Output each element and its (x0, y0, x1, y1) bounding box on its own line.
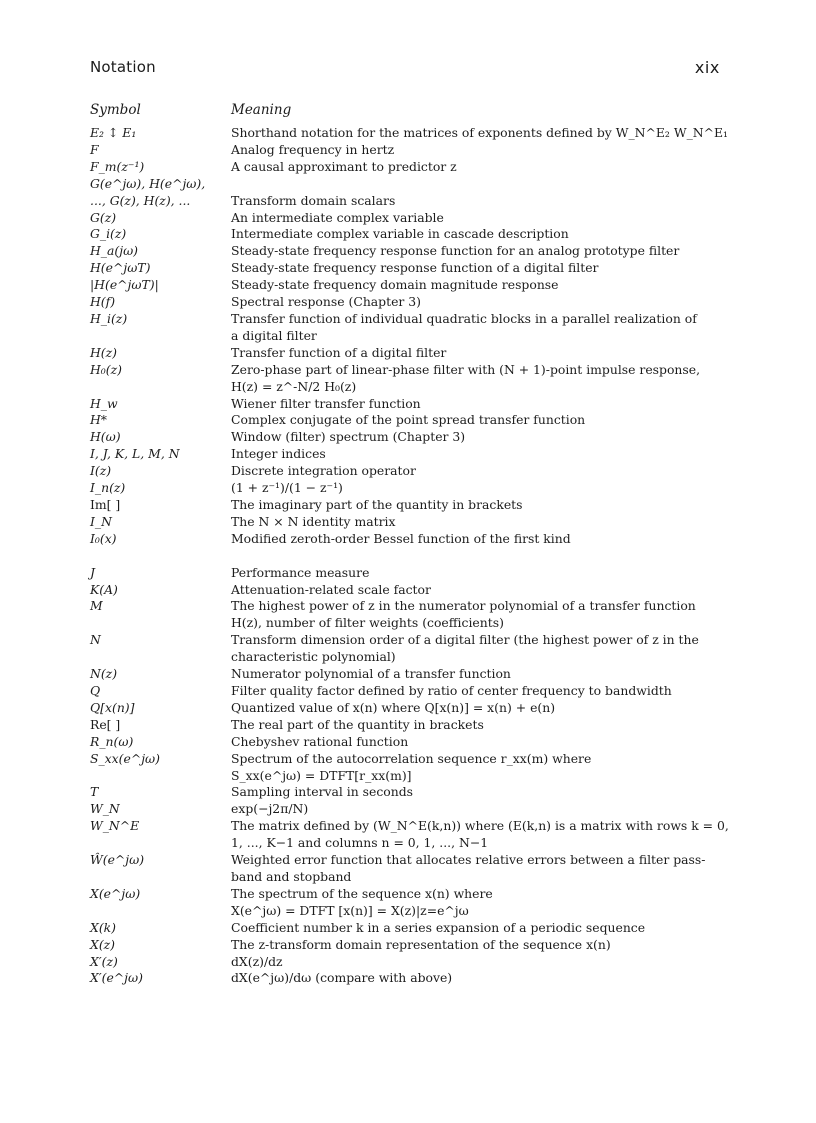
notation-row (90, 852, 720, 886)
meaning-line: Transfer function of a digital filter (231, 344, 447, 360)
meaning-line: dX(z)/dz (231, 953, 283, 969)
meaning-cell (231, 412, 720, 429)
meaning-cell (231, 480, 720, 497)
meaning-cell (231, 277, 720, 294)
meaning-cell (231, 784, 720, 801)
meaning-cell (231, 210, 720, 227)
meaning-line: Window (filter) spectrum (Chapter 3) (231, 429, 466, 445)
symbol-cell: X(z) (90, 936, 116, 952)
notation-row (90, 734, 720, 751)
symbol-cell: Q (90, 683, 101, 698)
meaning-line: Coefficient number k in a series expansion of a periodic sequence (231, 919, 646, 935)
meaning-line (231, 176, 720, 193)
meaning-cell (231, 125, 728, 142)
meaning-cell (231, 142, 720, 159)
notation-row (90, 193, 720, 210)
meaning-line: Discrete integration operator (231, 463, 416, 479)
symbol-column-heading: Symbol (90, 102, 141, 118)
meaning-cell (231, 632, 720, 666)
meaning-cell (231, 683, 720, 700)
symbol-cell: R_n(ω) (90, 733, 134, 749)
symbol-cell: H(ω) (90, 429, 121, 445)
symbol-cell: K(A) (90, 581, 118, 597)
meaning-line: Attenuation-related scale factor (231, 581, 431, 597)
symbol-cell: X′(z) (90, 953, 118, 969)
meaning-cell (231, 497, 720, 514)
meaning-line: The spectrum of the sequence x(n) where (231, 885, 493, 901)
notation-row (90, 412, 720, 429)
meaning-line: a digital filter (231, 327, 317, 343)
meaning-line: (1 + z⁻¹)/(1 − z⁻¹) (231, 480, 343, 496)
symbol-cell: G_i(z) (90, 226, 127, 242)
symbol-cell: H(e^jωT) (90, 260, 151, 276)
symbol-cell: F_m(z⁻¹) (90, 158, 145, 174)
meaning-column-heading: Meaning (231, 102, 292, 118)
meaning-cell (231, 429, 720, 446)
meaning-line: Analog frequency in hertz (231, 141, 395, 157)
meaning-line: characteristic polynomial) (231, 649, 396, 665)
meaning-cell (231, 818, 729, 852)
meaning-cell (231, 260, 720, 277)
notation-row (90, 784, 720, 801)
notation-row (90, 226, 720, 243)
meaning-cell (231, 362, 720, 396)
meaning-line: Spectral response (Chapter 3) (231, 294, 422, 310)
symbol-cell: |H(e^jωT)| (90, 277, 159, 293)
meaning-cell (231, 294, 720, 311)
symbol-cell: H(z) (90, 344, 118, 360)
meaning-line: Zero-phase part of linear-phase filter with (N + 1)-point impulse response, (231, 361, 701, 377)
meaning-cell (231, 582, 720, 599)
notation-row (90, 920, 720, 937)
meaning-cell (231, 311, 720, 345)
meaning-cell (231, 159, 720, 176)
symbol-cell: H₀(z) (90, 361, 122, 377)
meaning-cell (231, 514, 720, 531)
meaning-line: Transform domain scalars (231, 192, 396, 208)
meaning-cell (231, 226, 720, 243)
symbol-cell: H_a(jω) (90, 243, 139, 259)
meaning-line: The real part of the quantity in brackets (231, 716, 484, 732)
notation-row (90, 970, 720, 987)
meaning-line: A causal approximant to predictor z (231, 158, 457, 174)
meaning-line: Steady-state frequency response function for an analog prototype filter (231, 243, 680, 259)
meaning-line: Numerator polynomial of a transfer function (231, 666, 511, 682)
notation-row (90, 700, 720, 717)
meaning-cell (231, 852, 720, 886)
meaning-line: Chebyshev rational function (231, 733, 409, 749)
notation-row (90, 531, 720, 548)
symbol-cell: H(f) (90, 294, 116, 310)
symbol-cell: H_i(z) (90, 310, 128, 326)
notation-row (90, 277, 720, 294)
symbol-cell: I₀(x) (90, 530, 117, 546)
meaning-line: Transform dimension order of a digital filter (the highest power of z in the (231, 632, 699, 648)
meaning-cell (231, 463, 720, 480)
meaning-line: H(z), number of filter weights (coefficients) (231, 615, 504, 631)
symbol-cell: I_N (90, 513, 112, 529)
notation-row (90, 801, 720, 818)
notation-row (90, 210, 720, 227)
meaning-cell (231, 193, 720, 210)
notation-row (90, 683, 720, 700)
notation-row (90, 818, 729, 852)
notation-row (90, 717, 720, 734)
notation-row (90, 480, 720, 497)
meaning-cell (231, 801, 720, 818)
notation-row (90, 632, 720, 666)
meaning-cell (231, 717, 720, 734)
notation-row (90, 598, 720, 632)
meaning-line: Performance measure (231, 564, 370, 580)
symbol-cell: I(z) (90, 463, 112, 479)
meaning-cell (231, 345, 720, 362)
symbol-cell: ..., G(z), H(z), ... (90, 192, 191, 208)
meaning-cell (231, 243, 720, 260)
notation-row (90, 582, 720, 599)
meaning-line: Filter quality factor defined by ratio of center frequency to bandwidth (231, 683, 672, 698)
notation-table (90, 125, 729, 987)
symbol-cell: N (90, 632, 101, 648)
symbol-cell: Q[x(n)] (90, 699, 135, 715)
meaning-line: Spectrum of the autocorrelation sequence r_xx(m) where (231, 750, 592, 766)
meaning-line: exp(−j2π/N) (231, 801, 309, 817)
symbol-cell: Re[ ] (90, 716, 121, 732)
symbol-cell: Im[ ] (90, 496, 121, 512)
meaning-line: Complex conjugate of the point spread transfer function (231, 412, 586, 428)
meaning-line: Intermediate complex variable in cascade description (231, 226, 569, 242)
notation-row (90, 125, 729, 142)
meaning-line: The imaginary part of the quantity in brackets (231, 496, 523, 512)
meaning-line: Weighted error function that allocates relative errors between a filter pass- (231, 852, 706, 868)
meaning-line: An intermediate complex variable (231, 209, 444, 225)
meaning-cell (231, 598, 720, 632)
meaning-cell (231, 734, 720, 751)
meaning-line: The matrix defined by (W_N^E(k,n)) where (E(k,n) is a matrix with rows k = 0, (231, 818, 729, 834)
meaning-line: H(z) = z^-N/2 H₀(z) (231, 378, 357, 394)
symbol-cell: I_n(z) (90, 480, 126, 496)
meaning-line: S_xx(e^jω) = DTFT[r_xx(m)] (231, 767, 412, 783)
symbol-cell: X(e^jω) (90, 885, 141, 901)
meaning-line: Steady-state frequency domain magnitude response (231, 277, 559, 293)
meaning-line: The z-transform domain representation of the sequence x(n) (231, 936, 611, 952)
meaning-cell (231, 565, 720, 582)
meaning-line: Shorthand notation for the matrices of exponents defined by W_N^E₂ W_N^E₁ (231, 125, 729, 140)
symbol-cell: W_N^E (90, 818, 140, 834)
notation-row (90, 260, 720, 277)
notation-row (90, 311, 720, 345)
notation-row (90, 463, 720, 480)
meaning-line: Modified zeroth-order Bessel function of the first kind (231, 530, 571, 546)
symbol-cell: M (90, 598, 103, 614)
meaning-line: The highest power of z in the numerator polynomial of a transfer function (231, 598, 696, 614)
notation-row (90, 666, 720, 683)
meaning-line: The N × N identity matrix (231, 513, 396, 529)
page-header (90, 58, 720, 82)
meaning-cell (231, 396, 720, 413)
meaning-line: dX(e^jω)/dω (compare with above) (231, 970, 453, 986)
symbol-cell: N(z) (90, 666, 118, 682)
notation-row (90, 362, 720, 396)
page-number: xix (694, 58, 720, 77)
symbol-cell: F (90, 141, 99, 157)
symbol-cell: T (90, 784, 99, 800)
symbol-cell: S_xx(e^jω) (90, 750, 160, 766)
notation-row (90, 396, 720, 413)
notation-row (90, 954, 720, 971)
notation-row (90, 514, 720, 531)
meaning-cell (231, 920, 720, 937)
symbol-cell: X(k) (90, 919, 116, 935)
meaning-line: X(e^jω) = DTFT [x(n)] = X(z)|z=e^jω (231, 902, 469, 918)
notation-row (90, 751, 720, 785)
notation-row (90, 345, 720, 362)
notation-row (90, 565, 720, 582)
symbol-cell: G(z) (90, 209, 117, 225)
meaning-cell (231, 970, 720, 987)
symbol-cell: H_w (90, 395, 118, 411)
meaning-cell (231, 531, 720, 548)
symbol-cell: X′(e^jω) (90, 970, 143, 986)
symbol-cell: I, J, K, L, M, N (90, 446, 180, 462)
symbol-cell: J (90, 564, 95, 580)
meaning-cell (231, 954, 720, 971)
symbol-cell: G(e^jω), H(e^jω), (90, 175, 206, 191)
symbol-cell: H* (90, 412, 108, 428)
notation-row (90, 937, 720, 954)
meaning-line: Steady-state frequency response function of a digital filter (231, 260, 599, 276)
notation-row (90, 446, 720, 463)
symbol-cell: Ŵ(e^jω) (90, 852, 145, 868)
meaning-line: Wiener filter transfer function (231, 395, 421, 411)
notation-row (90, 243, 720, 260)
meaning-cell (231, 446, 720, 463)
notation-row (90, 429, 720, 446)
meaning-line: band and stopband (231, 868, 352, 884)
meaning-cell (231, 700, 720, 717)
meaning-line: Transfer function of individual quadratic blocks in a parallel realization of (231, 310, 697, 326)
meaning-line: Sampling interval in seconds (231, 784, 414, 800)
symbol-cell: W_N (90, 801, 120, 817)
meaning-cell (231, 176, 720, 193)
symbol-cell: E₂ ↕ E₁ (90, 125, 137, 140)
notation-row (90, 886, 720, 920)
meaning-cell (231, 937, 720, 954)
meaning-line: Quantized value of x(n) where Q[x(n)] = x(n) + e(n) (231, 699, 556, 715)
meaning-cell (231, 886, 720, 920)
meaning-cell (231, 751, 720, 785)
meaning-cell (231, 666, 720, 683)
meaning-line: Integer indices (231, 446, 326, 462)
notation-row (90, 294, 720, 311)
meaning-line: 1, ..., K−1 and columns n = 0, 1, ..., N−1 (231, 835, 489, 851)
notation-row (90, 176, 720, 193)
notation-row (90, 497, 720, 514)
notation-row (90, 159, 720, 176)
notation-row (90, 142, 720, 159)
section-title: Notation (90, 58, 156, 76)
